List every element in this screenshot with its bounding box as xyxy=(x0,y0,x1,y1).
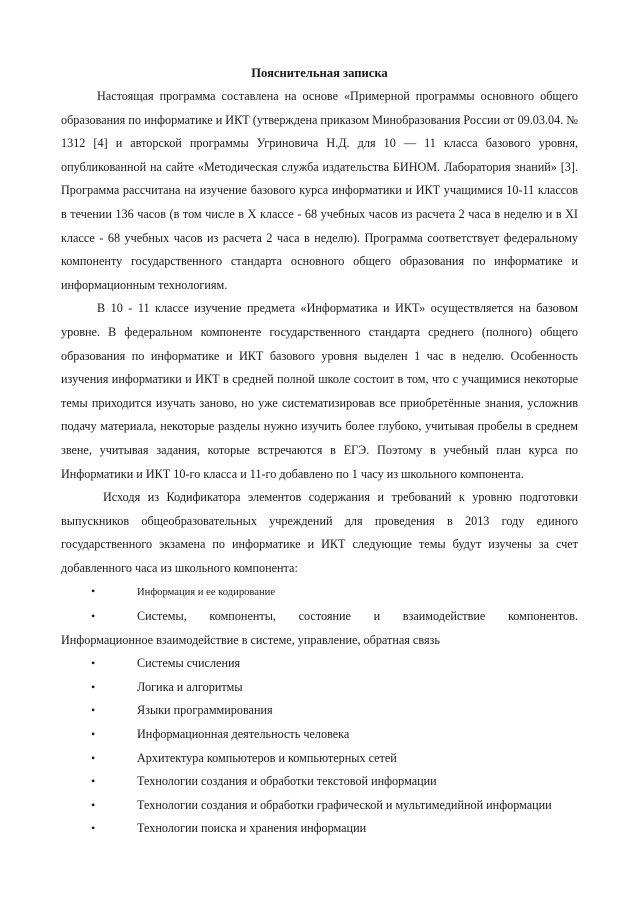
list-item-text: Языки программирования xyxy=(137,703,273,718)
bullet-icon: • xyxy=(91,679,96,694)
list-item xyxy=(61,794,578,818)
list-item xyxy=(61,723,578,747)
list-item xyxy=(61,817,578,841)
paragraph-exam-topics: Исходя из Кодификатора элементов содержания и требований к уровню подготовки выпускников общеобразовательных учреждений для проведения в 2013 году единого государственного экзамена по информатике и ИКТ следующие темы будут изучены за счет добавленного часа из школьного компонента: xyxy=(61,490,578,575)
bullet-icon: • xyxy=(91,750,96,765)
bullet-icon: • xyxy=(91,797,96,812)
bullet-icon: • xyxy=(91,774,96,789)
list-item-text: Технологии создания и обработки текстовой информации xyxy=(137,774,437,789)
list-item xyxy=(61,747,578,771)
list-item-text: Технологии создания и обработки графической и мультимедийной информации xyxy=(137,797,552,812)
document-title: Пояснительная записка xyxy=(251,66,388,80)
bullet-icon: • xyxy=(91,703,96,718)
bullet-icon: • xyxy=(91,821,96,836)
list-item xyxy=(61,699,578,723)
bullet-icon: • xyxy=(91,656,96,671)
list-item-text: Системы, компоненты, состояние и взаимодействие компонентов. xyxy=(137,609,578,624)
paragraph-study-level: В 10 - 11 классе изучение предмета «Информатика и ИКТ» осуществляется на базовом уровне. В федеральном компоненте государственного стандарта среднего (полного) общего образования по информатике и ИКТ базового уровня выделен 1 час в неделю. Особенность изучения информатики и ИКТ в средней полной школе состоит в том, что с учащимися некоторые темы приходится изучать заново, но уже систематизировав все приобретённые знания, усложнив подачу материала, некоторые разделы нужно изучить более глубоко, учитывая пробелы в среднем звене, учитывая задания, которые встречаются в ЕГЭ. Поэтому в учебный план курса по Информатики и ИКТ 10-го класса и 11-го добавлено по 1 часу из школьного компонента. xyxy=(61,301,578,481)
list-item xyxy=(61,770,578,794)
list-item-text: Системы счисления xyxy=(137,656,241,671)
list-item xyxy=(61,580,578,605)
bullet-icon: • xyxy=(91,609,96,624)
list-item-text: Технологии поиска и хранения информации xyxy=(137,821,367,836)
list-item xyxy=(61,605,578,652)
paragraph-program-basis: Настоящая программа составлена на основе «Примерной программы основного общего образования по информатике и ИКТ (утверждена приказом Минобразования России от 09.03.04. № 1312 [4] и авторской программы Угриновича Н.Д. для 10 — 11 класса базового уровня, опубликованной на сайте «Методическая служба издательства БИНОМ. Лаборатория знаний» [3]. Программа рассчитана на изучение базового курса информатики и ИКТ учащимися 10-11 классов в течении 136 часов (в том числе в X классе - 68 учебных часов из расчета 2 часа в неделю и в XI классе - 68 учебных часов из расчета 2 часа в неделю). Программа соответствует федеральному компоненту государственного стандарта основного общего образования по информатике и информационным технологиям. xyxy=(61,89,578,292)
list-item-text: Информация и ее кодирование xyxy=(137,587,276,599)
list-item xyxy=(61,652,578,676)
list-item-text-continuation: Информационное взаимодействие в системе, управление, обратная связь xyxy=(61,632,440,647)
bullet-icon: • xyxy=(91,727,96,742)
topics-list xyxy=(61,580,578,841)
list-item-text: Архитектура компьютеров и компьютерных сетей xyxy=(137,750,397,765)
list-item-text: Логика и алгоритмы xyxy=(137,679,243,694)
list-item-text: Информационная деятельность человека xyxy=(137,727,350,742)
list-item xyxy=(61,676,578,700)
bullet-icon: • xyxy=(91,584,96,599)
